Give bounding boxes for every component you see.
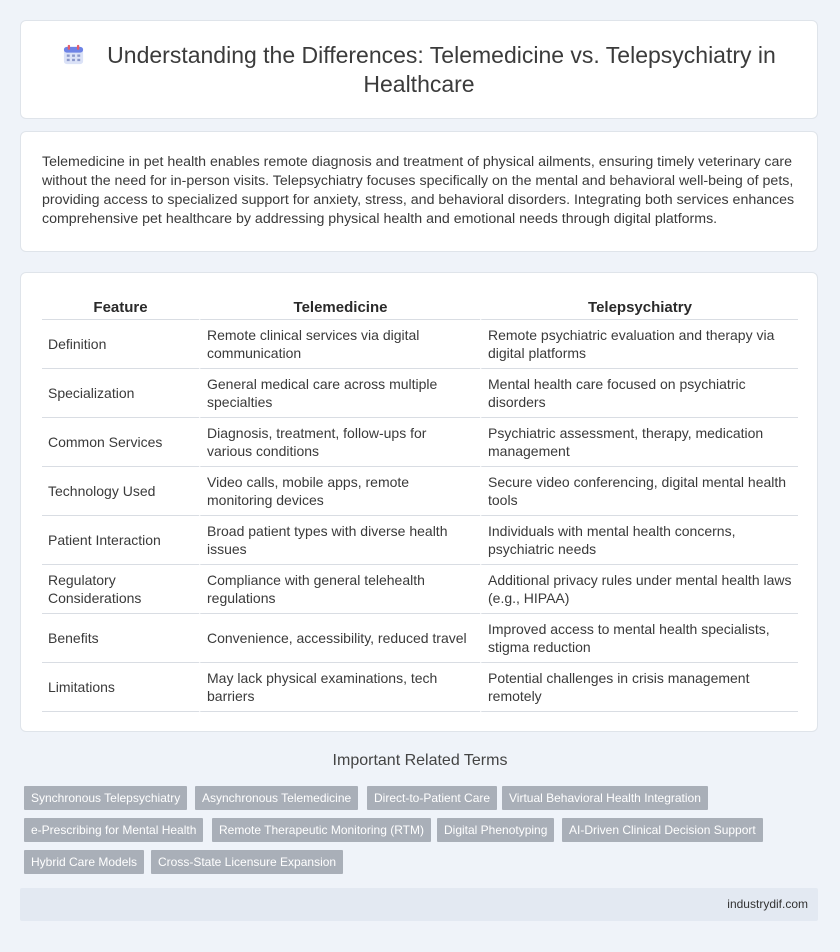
- feature-cell: Technology Used: [42, 467, 199, 516]
- table-header-row: [42, 295, 798, 320]
- comparison-table: [42, 295, 798, 712]
- telepsychiatry-cell: Improved access to mental health specialists, stigma reduction: [480, 614, 798, 663]
- feature-cell: Common Services: [42, 418, 199, 467]
- related-term-tag[interactable]: AI-Driven Clinical Decision Support: [562, 818, 763, 842]
- table-row: [42, 663, 798, 712]
- telemedicine-cell: Convenience, accessibility, reduced travel: [199, 614, 480, 663]
- table-row: [42, 320, 798, 369]
- table-row: [42, 369, 798, 418]
- comparison-table-card: [20, 272, 818, 732]
- footer-site-link[interactable]: industrydif.com: [727, 897, 808, 911]
- telepsychiatry-cell: Secure video conferencing, digital mental health tools: [480, 467, 798, 516]
- feature-cell: Regulatory Considerations: [42, 565, 199, 614]
- telepsychiatry-cell: Individuals with mental health concerns, psychiatric needs: [480, 516, 798, 565]
- telepsychiatry-cell: Potential challenges in crisis management remotely: [480, 663, 798, 712]
- telepsychiatry-cell: Psychiatric assessment, therapy, medication management: [480, 418, 798, 467]
- table-row: [42, 565, 798, 614]
- related-term-tag[interactable]: Cross-State Licensure Expansion: [151, 850, 343, 874]
- related-term-tag[interactable]: Direct-to-Patient Care: [367, 786, 497, 810]
- feature-cell: Patient Interaction: [42, 516, 199, 565]
- header-feature: Feature: [42, 295, 199, 320]
- table-row: [42, 467, 798, 516]
- table-row: [42, 516, 798, 565]
- telemedicine-cell: Compliance with general telehealth regulations: [199, 565, 480, 614]
- footer-bar: [20, 888, 818, 921]
- related-term-tag[interactable]: Hybrid Care Models: [24, 850, 144, 874]
- telepsychiatry-cell: Additional privacy rules under mental health laws (e.g., HIPAA): [480, 565, 798, 614]
- related-term-tag[interactable]: Virtual Behavioral Health Integration: [502, 786, 708, 810]
- telepsychiatry-cell: Remote psychiatric evaluation and therapy via digital platforms: [480, 320, 798, 369]
- telemedicine-cell: Diagnosis, treatment, follow-ups for various conditions: [199, 418, 480, 467]
- related-terms-heading: Important Related Terms: [332, 752, 508, 769]
- page-title-text: Understanding the Differences: Telemedicine vs. Telepsychiatry in Healthcare: [107, 41, 776, 97]
- intro-card: [20, 131, 818, 252]
- table-row: [42, 418, 798, 467]
- related-term-tag[interactable]: e-Prescribing for Mental Health: [24, 818, 203, 842]
- feature-cell: Specialization: [42, 369, 199, 418]
- feature-cell: Definition: [42, 320, 199, 369]
- related-term-tag[interactable]: Digital Phenotyping: [437, 818, 554, 842]
- telemedicine-cell: Broad patient types with diverse health issues: [199, 516, 480, 565]
- intro-paragraph: Telemedicine in pet health enables remote diagnosis and treatment of physical ailments, ensuring timely veterinary care without the need for in-person visits. Telepsychiatry focuses specifically on the mental and behavioral well-being of pets, providing access to specialized support for anxiety, stress, and behavioral disorders. Integrating both services enhances comprehensive pet healthcare by addressing physical health and emotional needs through digital platforms.: [42, 154, 795, 227]
- page-title: [39, 41, 799, 99]
- telemedicine-cell: May lack physical examinations, tech barriers: [199, 663, 480, 712]
- table-row: [42, 614, 798, 663]
- related-term-tag[interactable]: Synchronous Telepsychiatry: [24, 786, 187, 810]
- telemedicine-cell: Remote clinical services via digital communication: [199, 320, 480, 369]
- header-telemedicine: Telemedicine: [199, 295, 480, 320]
- related-term-tag[interactable]: Asynchronous Telemedicine: [195, 786, 358, 810]
- related-term-tag[interactable]: Remote Therapeutic Monitoring (RTM): [212, 818, 431, 842]
- telemedicine-cell: General medical care across multiple specialties: [199, 369, 480, 418]
- title-card: [20, 20, 818, 119]
- feature-cell: Benefits: [42, 614, 199, 663]
- feature-cell: Limitations: [42, 663, 199, 712]
- header-telepsychiatry: Telepsychiatry: [480, 295, 798, 320]
- telemedicine-cell: Video calls, mobile apps, remote monitoring devices: [199, 467, 480, 516]
- calendar-icon: [62, 43, 85, 66]
- telepsychiatry-cell: Mental health care focused on psychiatric disorders: [480, 369, 798, 418]
